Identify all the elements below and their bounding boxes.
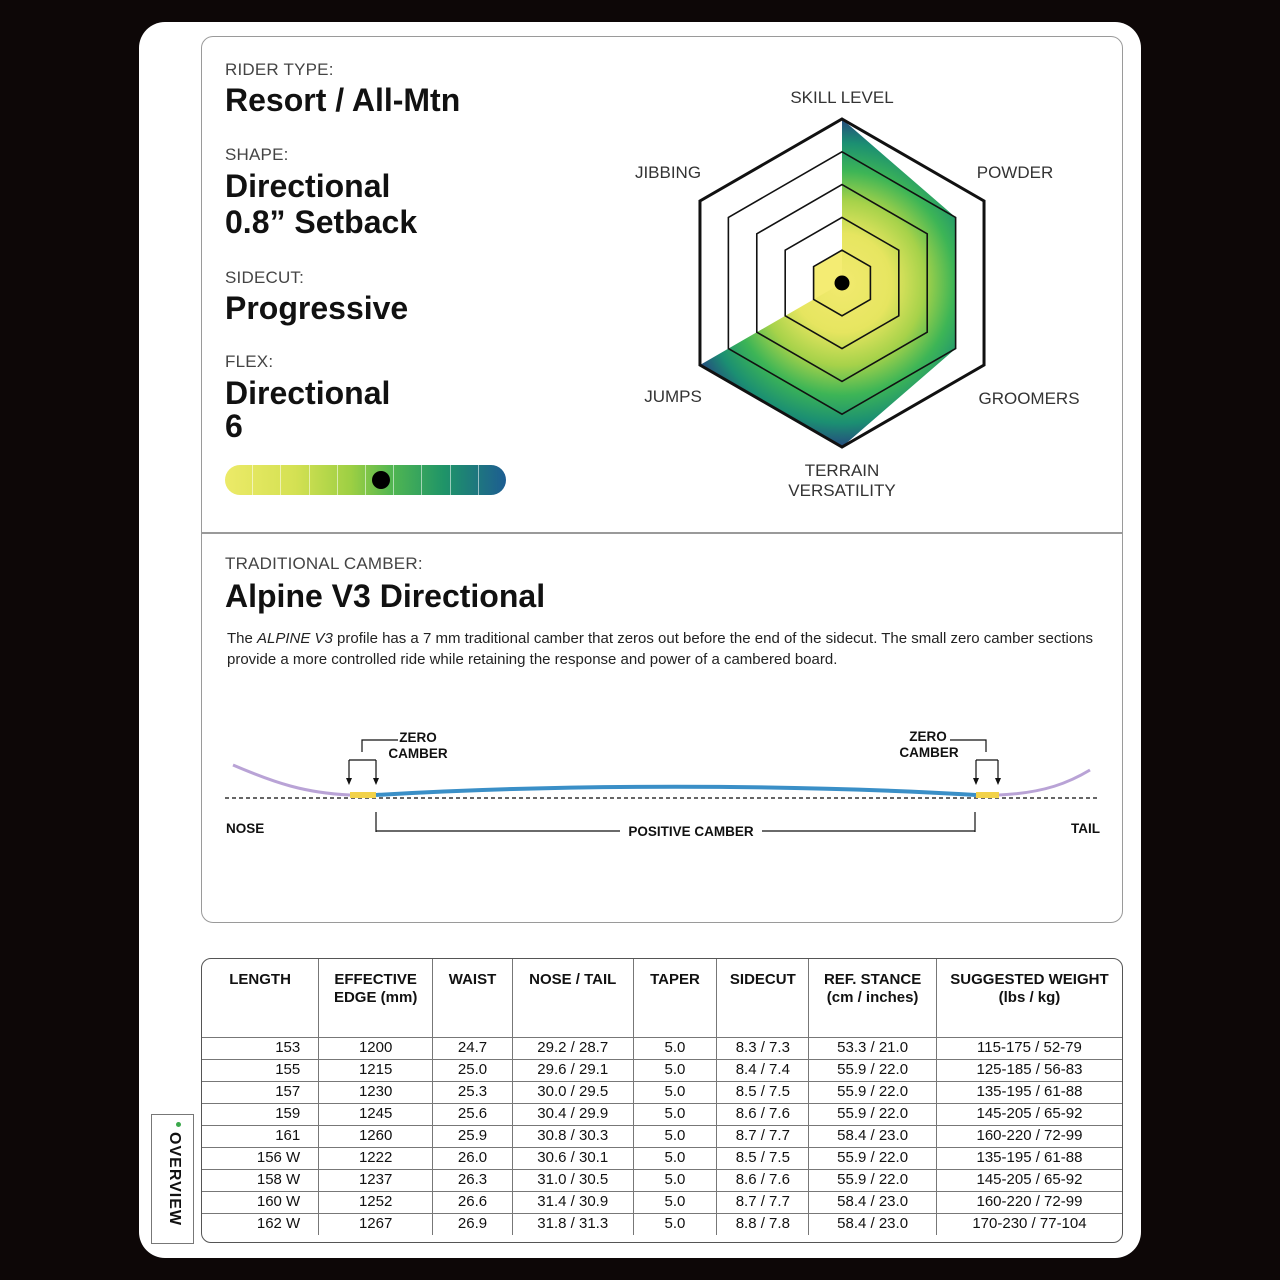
table-cell: 157 [202, 1081, 319, 1103]
table-cell: 55.9 / 22.0 [809, 1103, 937, 1125]
table-cell: 29.2 / 28.7 [512, 1037, 633, 1059]
table-cell: 5.0 [633, 1191, 717, 1213]
table-cell: 135-195 / 61-88 [936, 1147, 1122, 1169]
table-cell: 115-175 / 52-79 [936, 1037, 1122, 1059]
radar-label-terrain-1: TERRAIN [804, 461, 880, 480]
table-cell: 160 W [202, 1191, 319, 1213]
flex-label: FLEX: [225, 352, 274, 371]
table-cell: 8.4 / 7.4 [717, 1059, 809, 1081]
tail-rocker-curve [999, 770, 1090, 795]
table-cell: 55.9 / 22.0 [809, 1147, 937, 1169]
table-row [202, 1191, 1122, 1213]
table-row [202, 1059, 1122, 1081]
rider-type-label: RIDER TYPE: [225, 60, 334, 79]
table-cell: 53.3 / 21.0 [809, 1037, 937, 1059]
table-cell: 30.0 / 29.5 [512, 1081, 633, 1103]
table-cell: 1215 [319, 1059, 433, 1081]
overview-tab-label: OVERVIEW [165, 1132, 183, 1226]
rider-type-value: Resort / All-Mtn [225, 82, 461, 118]
table-cell: 170-230 / 77-104 [936, 1213, 1122, 1235]
table-cell: 26.3 [433, 1169, 513, 1191]
table-cell: 5.0 [633, 1213, 717, 1235]
radar-label-terrain-2: VERSATILITY [788, 481, 896, 500]
table-cell: 8.7 / 7.7 [717, 1191, 809, 1213]
table-header-cell: WAIST [433, 959, 513, 1037]
table-cell: 58.4 / 23.0 [809, 1125, 937, 1147]
table-cell: 160-220 / 72-99 [936, 1125, 1122, 1147]
table-cell: 156 W [202, 1147, 319, 1169]
camber-label: TRADITIONAL CAMBER: [225, 554, 423, 573]
radar-center-dot [835, 276, 850, 291]
table-row [202, 1103, 1122, 1125]
nose-label: NOSE [226, 821, 265, 836]
table-cell: 55.9 / 22.0 [809, 1169, 937, 1191]
flex-value-line1: Directional [225, 375, 391, 411]
zero-camber-right-label-2: CAMBER [899, 745, 959, 760]
table-cell: 25.9 [433, 1125, 513, 1147]
table-header-cell: SIDECUT [717, 959, 809, 1037]
table-header-cell: REF. STANCE (cm / inches) [809, 959, 937, 1037]
spec-table [201, 958, 1123, 1243]
table-cell: 30.6 / 30.1 [512, 1147, 633, 1169]
shape-label: SHAPE: [225, 145, 289, 164]
table-cell: 8.6 / 7.6 [717, 1169, 809, 1191]
zero-camber-left-label-1: ZERO [399, 730, 437, 745]
table-cell: 25.6 [433, 1103, 513, 1125]
table-cell: 5.0 [633, 1081, 717, 1103]
table-cell: 8.3 / 7.3 [717, 1037, 809, 1059]
radar-label-skill-level: SKILL LEVEL [790, 88, 894, 107]
sidecut-value: Progressive [225, 290, 409, 326]
nose-rocker-curve [233, 765, 350, 795]
radar-label-jumps: JUMPS [644, 387, 702, 406]
table-header-cell: NOSE / TAIL [512, 959, 633, 1037]
table-cell: 1252 [319, 1191, 433, 1213]
table-cell: 31.0 / 30.5 [512, 1169, 633, 1191]
table-cell: 145-205 / 65-92 [936, 1169, 1122, 1191]
table-cell: 5.0 [633, 1147, 717, 1169]
table-cell: 161 [202, 1125, 319, 1147]
positive-camber-curve [376, 787, 976, 795]
table-cell: 155 [202, 1059, 319, 1081]
table-cell: 1245 [319, 1103, 433, 1125]
shape-value-line2: 0.8” Setback [225, 204, 418, 240]
table-cell: 8.6 / 7.6 [717, 1103, 809, 1125]
sidecut-label: SIDECUT: [225, 268, 305, 287]
table-cell: 55.9 / 22.0 [809, 1081, 937, 1103]
table-cell: 29.6 / 29.1 [512, 1059, 633, 1081]
table-header-row [202, 959, 1122, 1037]
table-cell: 26.6 [433, 1191, 513, 1213]
table-cell: 58.4 / 23.0 [809, 1191, 937, 1213]
tail-label: TAIL [1071, 821, 1100, 836]
table-cell: 5.0 [633, 1059, 717, 1081]
table-cell: 162 W [202, 1213, 319, 1235]
table-cell: 1200 [319, 1037, 433, 1059]
table-cell: 58.4 / 23.0 [809, 1213, 937, 1235]
table-cell: 8.5 / 7.5 [717, 1081, 809, 1103]
table-row [202, 1147, 1122, 1169]
table-cell: 31.8 / 31.3 [512, 1213, 633, 1235]
radar-label-powder: POWDER [976, 163, 1054, 182]
table-cell: 1267 [319, 1213, 433, 1235]
table-cell: 135-195 / 61-88 [936, 1081, 1122, 1103]
radar-label-groomers: GROOMERS [978, 389, 1080, 408]
table-cell: 5.0 [633, 1037, 717, 1059]
table-row [202, 1037, 1122, 1059]
table-cell: 8.8 / 7.8 [717, 1213, 809, 1235]
table-cell: 8.5 / 7.5 [717, 1147, 809, 1169]
table-cell: 26.0 [433, 1147, 513, 1169]
table-cell: 30.8 / 30.3 [512, 1125, 633, 1147]
table-cell: 160-220 / 72-99 [936, 1191, 1122, 1213]
table-cell: 30.4 / 29.9 [512, 1103, 633, 1125]
table-cell: 31.4 / 30.9 [512, 1191, 633, 1213]
positive-camber-label: POSITIVE CAMBER [628, 824, 754, 839]
table-cell: 145-205 / 65-92 [936, 1103, 1122, 1125]
table-cell: 153 [202, 1037, 319, 1059]
table-cell: 5.0 [633, 1169, 717, 1191]
table-cell: 55.9 / 22.0 [809, 1059, 937, 1081]
table-cell: 125-185 / 56-83 [936, 1059, 1122, 1081]
table-row [202, 1213, 1122, 1235]
table-header-cell: EFFECTIVE EDGE (mm) [319, 959, 433, 1037]
table-cell: 1237 [319, 1169, 433, 1191]
table-cell: 25.0 [433, 1059, 513, 1081]
table-header-cell: LENGTH [202, 959, 319, 1037]
table-body [202, 1037, 1122, 1235]
table-cell: 24.7 [433, 1037, 513, 1059]
table-cell: 5.0 [633, 1103, 717, 1125]
table-cell: 5.0 [633, 1125, 717, 1147]
table-cell: 158 W [202, 1169, 319, 1191]
table-header-cell: TAPER [633, 959, 717, 1037]
table-row [202, 1081, 1122, 1103]
table-header-cell: SUGGESTED WEIGHT (lbs / kg) [950, 971, 1109, 1006]
zero-camber-right-label-1: ZERO [909, 729, 947, 744]
table-cell: 1260 [319, 1125, 433, 1147]
zero-camber-left-label-2: CAMBER [388, 746, 448, 761]
table-cell: 1222 [319, 1147, 433, 1169]
radar-label-jibbing: JIBBING [634, 163, 702, 182]
table-cell: 26.9 [433, 1213, 513, 1235]
flex-value-line2: 6 [225, 408, 243, 444]
shape-value-line1: Directional [225, 168, 391, 204]
table-cell: 1230 [319, 1081, 433, 1103]
table-cell: 8.7 / 7.7 [717, 1125, 809, 1147]
table-row [202, 1169, 1122, 1191]
camber-description: The ALPINE V3 profile has a 7 mm traditional camber that zeros out before the end of the sidecut. The small zero camber sections provide a more controlled ride while retaining the response and power of a cambered board. [227, 630, 1093, 668]
table-row [202, 1125, 1122, 1147]
table-cell: 159 [202, 1103, 319, 1125]
table-cell: 25.3 [433, 1081, 513, 1103]
camber-title: Alpine V3 Directional [225, 578, 546, 614]
